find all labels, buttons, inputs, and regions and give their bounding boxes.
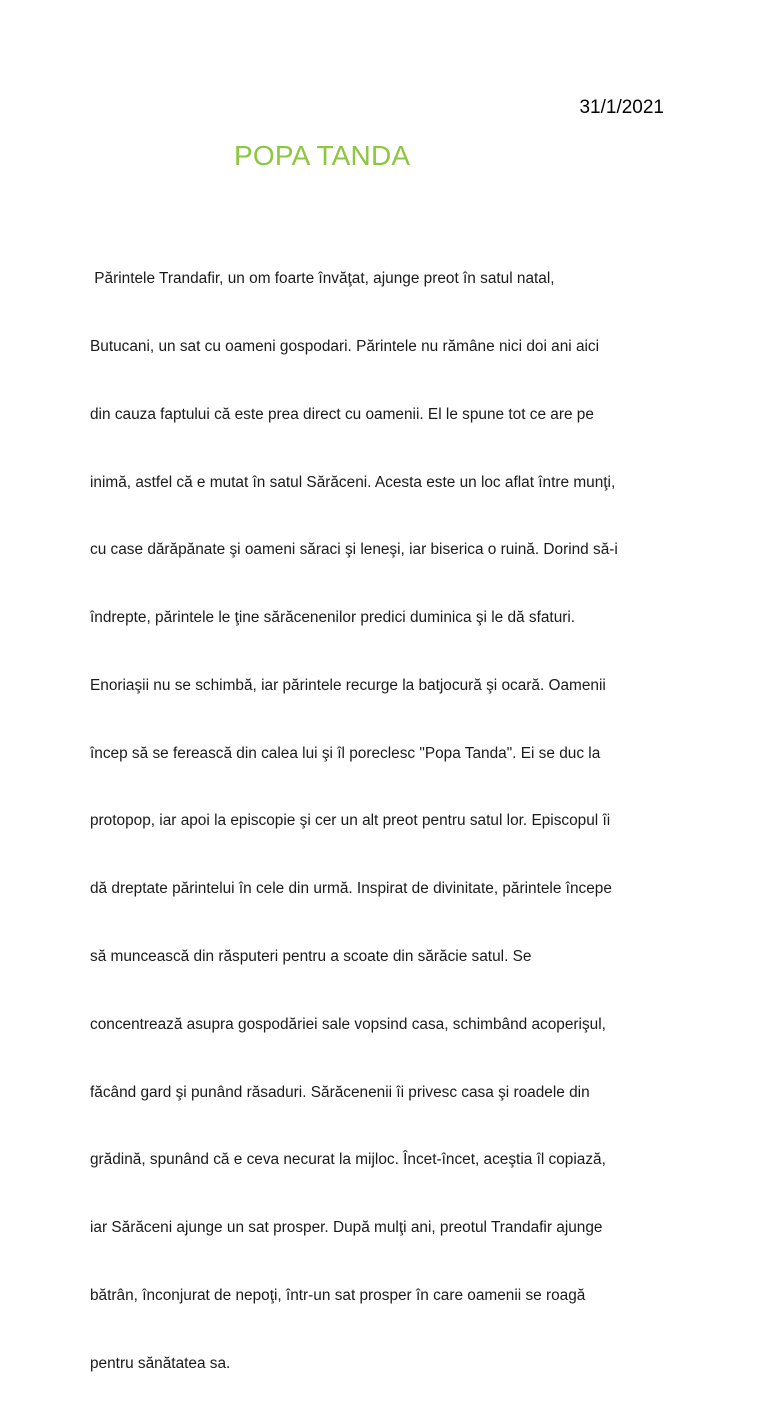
body-line: făcând gard şi punând răsaduri. Sărăcenenii îi privesc casa şi roadele din — [90, 1083, 590, 1101]
body-line: îndrepte, părintele le ţine sărăcenenilor predici duminica şi le dă sfaturi. — [90, 609, 576, 627]
body-line: Părintele Trandafir, un om foarte învăţat, ajunge preot în satul natal, — [90, 270, 555, 288]
body-line: pentru sănătatea sa. — [90, 1354, 231, 1372]
body-line: Enoriaşii nu se schimbă, iar părintele recurge la batjocură şi ocară. Oamenii — [90, 676, 606, 694]
body-paragraph — [90, 223, 682, 1420]
body-line: grădină, spunând că e ceva necurat la mijloc. Încet-încet, aceştia îl copiază, — [90, 1151, 606, 1169]
body-line: cu case dărăpănate şi oameni săraci şi leneşi, iar biserica o ruină. Dorind să-i — [90, 541, 618, 559]
body-line: concentrează asupra gospodăriei sale vopsind casa, schimbând acoperişul, — [90, 1015, 606, 1033]
body-line: inimă, astfel că e mutat în satul Sărăceni. Acesta este un loc aflat între munţi, — [90, 473, 616, 491]
body-line: încep să se ferească din calea lui şi îl poreclesc "Popa Tanda". Ei se duc la — [90, 744, 601, 762]
body-line: să muncească din răsputeri pentru a scoate din sărăcie satul. Se — [90, 948, 532, 965]
body-line: bătrân, înconjurat de nepoţi, într-un sat prosper în care oamenii se roagă — [90, 1286, 586, 1304]
body-line: iar Sărăceni ajunge un sat prosper. După mulţi ani, preotul Trandafir ajunge — [90, 1219, 603, 1237]
document-title: POPA TANDA — [234, 140, 411, 171]
body-line: Butucani, un sat cu oameni gospodari. Părintele nu rămâne nici doi ani aici — [90, 337, 600, 355]
body-line: dă dreptate părintelui în cele din urmă. Inspirat de divinitate, părintele începe — [90, 880, 612, 898]
body-line: protopop, iar apoi la episcopie şi cer un alt preot pentru satul lor. Episcopul îi — [90, 812, 611, 830]
body-line: din cauza faptului că este prea direct cu oamenii. El le spune tot ce are pe — [90, 405, 594, 423]
document-date: 31/1/2021 — [579, 97, 664, 118]
